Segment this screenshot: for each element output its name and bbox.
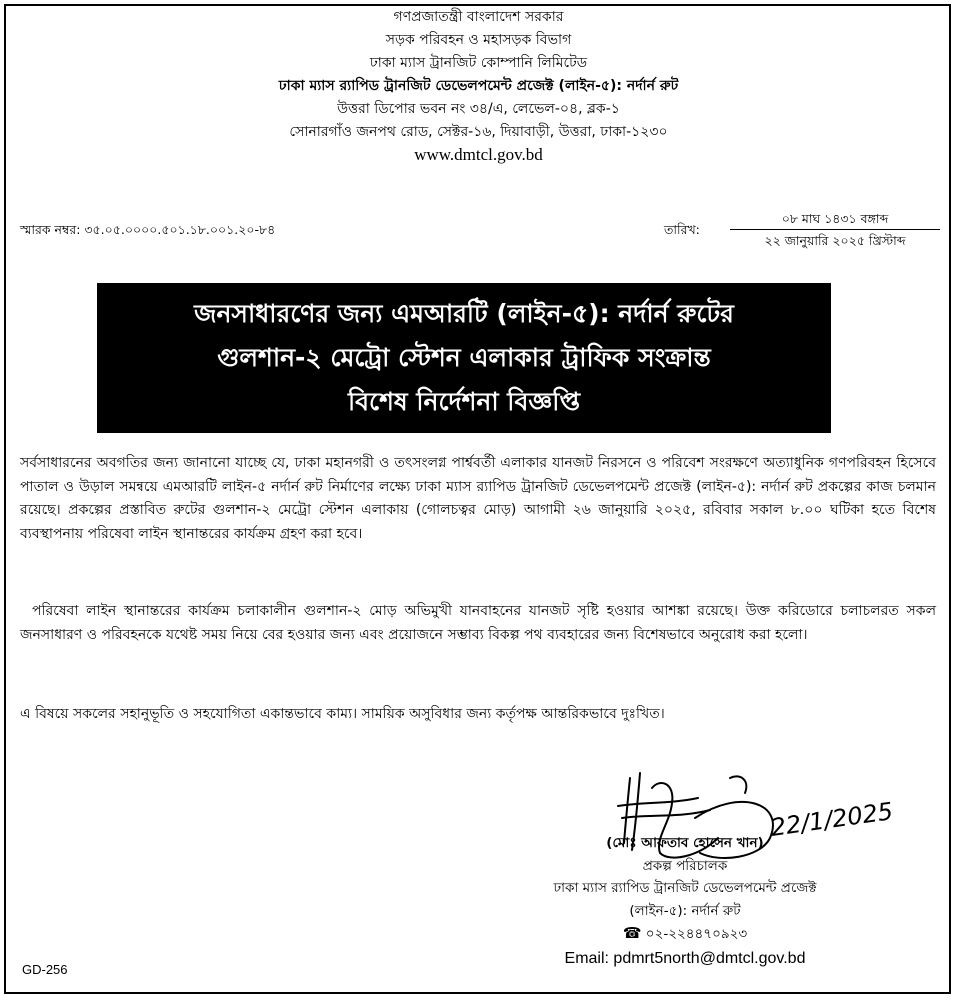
signatory-designation: প্রকল্প পরিচালক [642,857,728,874]
date-label: তারিখ: [664,222,700,237]
signature-date: 22/1/2025 [768,797,895,842]
date-bangla: ০৮ মাঘ ১৪৩১ বঙ্গাব্দ [730,208,940,230]
division-name: সড়ক পরিবহন ও মহাসড়ক বিভাগ [385,32,572,48]
govt-name: গণপ্রজাতন্ত্রী বাংলাদেশ সরকার [393,9,564,25]
title-line-1: জনসাধারণের জন্য এমআরটি (লাইন-৫): নর্দার্ন রুটের [194,299,734,328]
telephone-icon: ☎ [622,924,642,942]
notice-title [97,283,831,433]
body-paragraph-2: পরিষেবা লাইন স্থানান্তরের কার্যক্রম চলাকালীন গুলশান-২ মোড় অভিমুখী যানবাহনের যানজট সৃষ্টি হওয়ার আশঙ্কা রয়েছে। উক্ত করিডোরে চলাচলরত সকল জনসাধারণ ও পরিবহনকে যথেষ্ট সময় নিয়ে বের হওয়ার জন্য এবং প্রয়োজনে সম্ভাব্য বিকল্প পথ ব্যবহারের জন্য বিশেষভাবে অনুরোধ করা হলো। [20,603,936,643]
website-link[interactable]: www.dmtcl.gov.bd [414,145,543,164]
signatory-project: ঢাকা ম্যাস র‍্যাপিড ট্রানজিট ডেভেলপমেন্ট প্রজেক্ট [553,880,817,896]
signatory-block [470,832,900,970]
date-english: ২২ জানুয়ারি ২০২৫ খ্রিস্টাব্দ [764,233,906,248]
letterhead [0,6,957,166]
project-name: ঢাকা ম্যাস র‍্যাপিড ট্রানজিট ডেভেলপমেন্ট প্রজেক্ট (লাইন-৫): নর্দার্ন রুট [278,78,679,94]
title-line-2: গুলশান-২ মেট্রো স্টেশন এলাকার ট্রাফিক সংক্রান্ত [217,343,711,372]
phone-number: ০২-২২৪৪৭০৯২৩ [645,926,748,942]
body-paragraph-1: সর্বসাধারনের অবগতির জন্য জানানো যাচ্ছে যে, ঢাকা মহানগরী ও তৎসংলগ্ন পার্শ্ববর্তী এলাকার যানজট নিরসনে ও পরিবেশ সংরক্ষণে অত্যাধুনিক গণপরিবহন হিসেবে পাতাল ও উড়াল সমন্বয়ে এমআরটি লাইন-৫ নর্দার্ন রুট নির্মাণের লক্ষ্যে ঢাকা ম্যাস র‍্যাপিড ট্রানজিট ডেভেলপমেন্ট প্রজেক্ট (লাইন-৫): নর্দার্ন রুট প্রকল্পের কাজ চলমান রয়েছে। প্রকল্পের প্রস্তাবিত রুটের গুলশান-২ মেট্রো স্টেশন এলাকায় (গোলচত্বর মোড়) আগামী ২৬ জানুয়ারি ২০২৫, রবিবার সকাল ৮.০০ ঘটিকা হতে বিশেষ ব্যবস্থাপনায় পরিষেবা লাইন স্থানান্তরের কার্যক্রম গ্রহণ করা হবে। [20,455,936,542]
email-address[interactable]: Email: pdmrt5north@dmtcl.gov.bd [564,949,806,967]
body-paragraph-3: এ বিষয়ে সকলের সহানুভূতি ও সহযোগিতা একান্তভাবে কাম্য। সাময়িক অসুবিধার জন্য কর্তৃপক্ষ আন্তরিকভাবে দুঃখিত। [20,706,665,722]
memo-number: স্মারক নম্বর: ৩৫.০৫.০০০০.৫০১.১৮.০০১.২০-৮৪ [20,222,276,237]
signatory-name: (মোঃ আফতাব হোসেন খান) [606,835,764,851]
form-code: GD-256 [22,962,68,977]
address-line-2: সোনারগাঁও জনপথ রোড, সেক্টর-১৬, দিয়াবাড়ী, উত্তরা, ঢাকা-১২৩০ [289,124,668,140]
signatory-line: (লাইন-৫): নর্দার্ন রুট [629,902,741,919]
company-name: ঢাকা ম্যাস ট্রানজিট কোম্পানি লিমিটেড [369,55,588,71]
title-line-3: বিশেষ নির্দেশনা বিজ্ঞপ্তি [347,387,580,416]
address-line-1: উত্তরা ডিপোর ভবন নং ৩৪/এ, লেভেল-০৪, ব্লক-১ [337,101,620,117]
phone-row [470,922,900,946]
